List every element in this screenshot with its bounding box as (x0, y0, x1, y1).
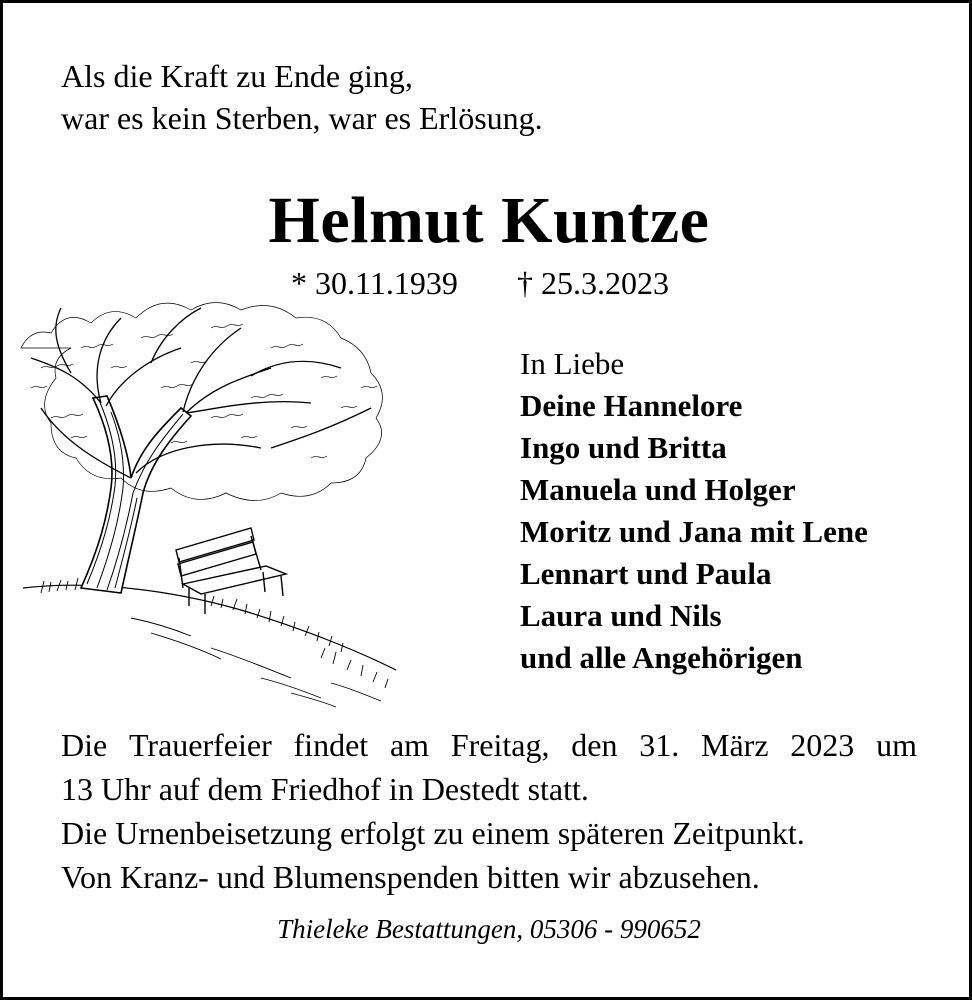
poem-line-2: war es kein Sterben, war es Erlösung. (61, 100, 543, 136)
birth-date: * 30.11.1939 (291, 265, 458, 301)
funeral-line-1 (61, 723, 917, 767)
mourner-name: Manuela und Holger (520, 472, 796, 507)
funeral-word: 2023 (790, 727, 855, 763)
funeral-word: findet (293, 727, 369, 763)
mourner-name: Deine Hannelore (520, 388, 743, 423)
funeral-line-3: Die Urnenbeisetzung erfolgt zu einem späteren Zeitpunkt. (61, 815, 805, 851)
mourner-name: und alle Angehörigen (520, 640, 803, 675)
funeral-word: 31. (639, 727, 680, 763)
death-date: † 25.3.2023 (517, 265, 669, 301)
mourner-name: Ingo und Britta (520, 430, 727, 465)
funeral-details (61, 723, 917, 899)
funeral-home-contact: Thieleke Bestattungen, 05306 - 990652 (277, 914, 701, 944)
funeral-word: am (389, 727, 430, 763)
mourners-intro: In Liebe (520, 346, 625, 381)
funeral-word: um (876, 727, 917, 763)
funeral-word: Trauerfeier (128, 727, 272, 763)
tree-with-bench-icon (11, 288, 401, 713)
funeral-word: Freitag, (450, 727, 550, 763)
poem-line-1: Als die Kraft zu Ende ging, (61, 58, 413, 94)
funeral-line-2: 13 Uhr auf dem Friedhof in Destedt statt. (61, 771, 589, 807)
mourners-block (520, 343, 868, 679)
mourner-name: Moritz und Jana mit Lene (520, 514, 868, 549)
funeral-word: März (701, 727, 769, 763)
funeral-word: Die (61, 727, 108, 763)
mourner-name: Lennart und Paula (520, 556, 772, 591)
mourner-name: Laura und Nils (520, 598, 722, 633)
funeral-word: den (571, 727, 618, 763)
deceased-name: Helmut Kuntze (268, 184, 710, 257)
mourners-list (520, 385, 868, 679)
funeral-line-4: Von Kranz- und Blumenspenden bitten wir abzusehen. (61, 859, 760, 895)
poem (61, 55, 543, 139)
